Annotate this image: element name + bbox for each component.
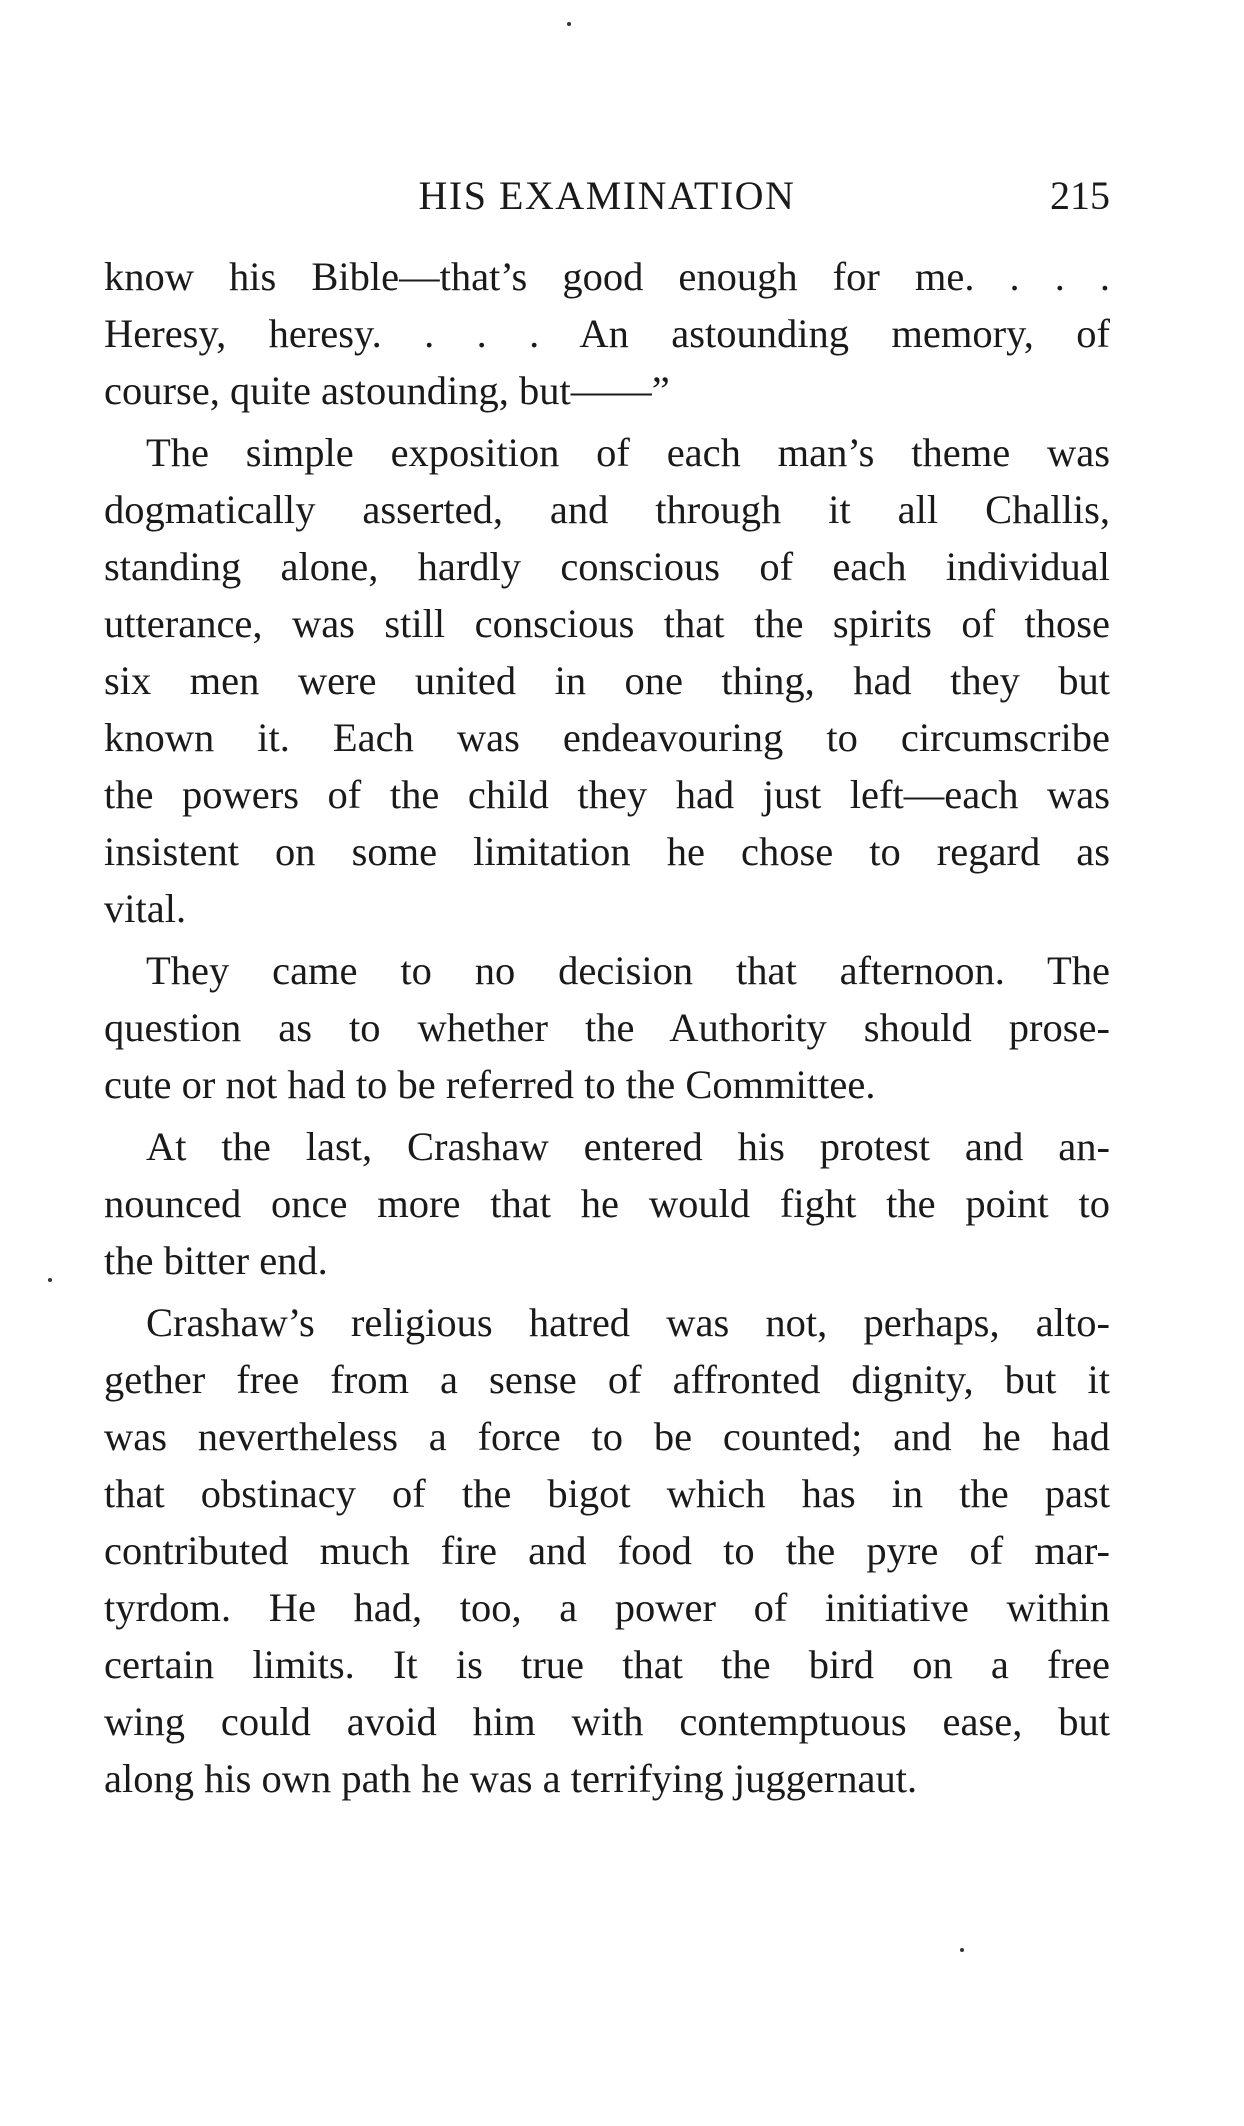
text-line: cute or not had to be referred to the Committee. [104, 1062, 876, 1107]
text-line: gether free from a sense of affronted dignity, but it [104, 1357, 1110, 1402]
text-line: vital. [104, 886, 187, 931]
text-line: standing alone, hardly conscious of each individual [104, 544, 1110, 589]
paragraph-5 [104, 1294, 1110, 1807]
page-number: 215 [1050, 173, 1110, 218]
paragraph-2 [104, 424, 1110, 937]
text-line: was nevertheless a force to be counted; and he had [104, 1414, 1110, 1459]
text-line: tyrdom. He had, too, a power of initiative within [104, 1585, 1110, 1630]
running-head [104, 172, 1110, 228]
running-title: HIS EXAMINATION [418, 173, 796, 218]
paragraph-4 [104, 1118, 1110, 1289]
text-line: They came to no decision that afternoon. The [146, 948, 1110, 993]
text-line: The simple exposition of each man’s theme was [146, 430, 1110, 475]
text-line: know his Bible—that’s good enough for me. . . . [104, 254, 1110, 299]
paragraph-1 [104, 248, 1110, 419]
text-line: course, quite astounding, but——” [104, 368, 670, 413]
text-line: Crashaw’s religious hatred was not, perhaps, alto- [146, 1300, 1110, 1345]
text-line: the bitter end. [104, 1238, 328, 1283]
paragraph-3 [104, 942, 1110, 1113]
text-line: utterance, was still conscious that the spirits of those [104, 601, 1110, 646]
text-line: the powers of the child they had just left—each was [104, 772, 1110, 817]
text-line: At the last, Crashaw entered his protest and an- [146, 1124, 1110, 1169]
text-line: question as to whether the Authority should prose- [104, 1005, 1110, 1050]
text-line: six men were united in one thing, had they but [104, 658, 1110, 703]
text-line: dogmatically asserted, and through it all Challis, [104, 487, 1110, 532]
text-line: known it. Each was endeavouring to circumscribe [104, 715, 1110, 760]
text-line: insistent on some limitation he chose to regard as [104, 829, 1110, 874]
print-speck-left [48, 1278, 52, 1282]
print-speck-bottom [960, 1948, 964, 1952]
text-line: certain limits. It is true that the bird on a free [104, 1642, 1110, 1687]
body-text [104, 248, 1110, 1812]
text-line: wing could avoid him with contemptuous ease, but [104, 1699, 1110, 1744]
text-line: nounced once more that he would fight the point to [104, 1181, 1110, 1226]
text-line: contributed much fire and food to the pyre of mar- [104, 1528, 1110, 1573]
text-line: that obstinacy of the bigot which has in the past [104, 1471, 1110, 1516]
text-line: along his own path he was a terrifying juggernaut. [104, 1756, 918, 1801]
text-line: Heresy, heresy. . . . An astounding memory, of [104, 311, 1110, 356]
print-speck-top [567, 22, 571, 26]
